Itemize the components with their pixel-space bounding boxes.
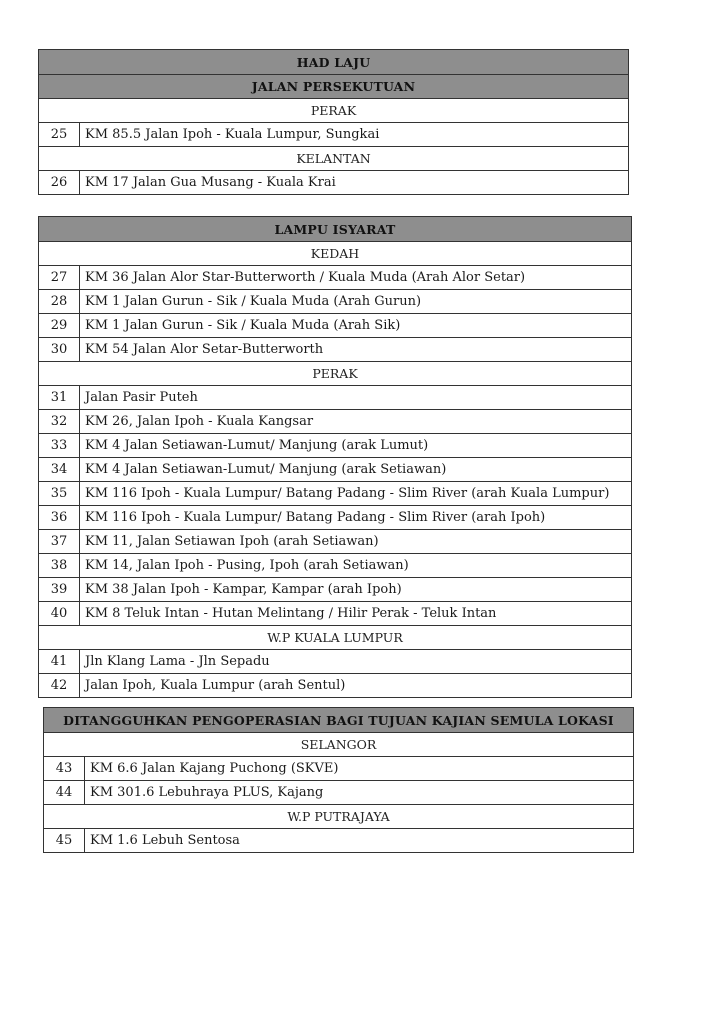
table-row [39, 673, 631, 697]
row-location: KM 11, Jalan Setiawan Ipoh (arah Setiawan) [85, 534, 379, 549]
row-number: 32 [39, 410, 80, 433]
table-row [39, 577, 631, 601]
row-location: KM 54 Jalan Alor Setar-Butterworth [85, 342, 324, 357]
row-number: 26 [39, 171, 80, 194]
row-number: 37 [39, 530, 80, 553]
row-number: 33 [39, 434, 80, 457]
table-row [39, 481, 631, 505]
region-header: W.P KUALA LUMPUR [39, 625, 631, 649]
row-location: KM 1.6 Lebuh Sentosa [90, 833, 240, 848]
row-location: KM 116 Ipoh - Kuala Lumpur/ Batang Padang - Slim River (arah Ipoh) [85, 510, 546, 525]
table-row [39, 433, 631, 457]
table-row [39, 529, 631, 553]
region-header: PERAK [39, 361, 631, 385]
row-number: 43 [44, 757, 85, 780]
table-row [39, 170, 628, 194]
row-location: Jln Klang Lama - Jln Sepadu [85, 654, 270, 669]
table-row [39, 289, 631, 313]
row-location: KM 301.6 Lebuhraya PLUS, Kajang [90, 785, 324, 800]
region-header: KEDAH [39, 241, 631, 265]
table-row [39, 601, 631, 625]
row-number: 29 [39, 314, 80, 337]
row-number: 44 [44, 781, 85, 804]
table-row [39, 505, 631, 529]
row-location: KM 1 Jalan Gurun - Sik / Kuala Muda (Arah Gurun) [85, 294, 422, 309]
row-location: KM 26, Jalan Ipoh - Kuala Kangsar [85, 414, 314, 429]
section-header: LAMPU ISYARAT [39, 217, 631, 241]
row-location: KM 8 Teluk Intan - Hutan Melintang / Hilir Perak - Teluk Intan [85, 606, 497, 621]
row-location: KM 4 Jalan Setiawan-Lumut/ Manjung (arak Setiawan) [85, 462, 447, 477]
section-header: HAD LAJU [39, 50, 628, 74]
region-header: PERAK [39, 98, 628, 122]
row-location: KM 85.5 Jalan Ipoh - Kuala Lumpur, Sungkai [85, 127, 380, 142]
row-number: 25 [39, 123, 80, 146]
row-number: 28 [39, 290, 80, 313]
row-number: 31 [39, 386, 80, 409]
row-location: KM 14, Jalan Ipoh - Pusing, Ipoh (arah Setiawan) [85, 558, 409, 573]
row-number: 36 [39, 506, 80, 529]
table-row [44, 780, 633, 804]
row-number: 45 [44, 829, 85, 852]
row-location: KM 36 Jalan Alor Star-Butterworth / Kuala Muda (Arah Alor Setar) [85, 270, 526, 285]
table-row [39, 265, 631, 289]
table-row [44, 828, 633, 852]
row-number: 40 [39, 602, 80, 625]
row-location: KM 6.6 Jalan Kajang Puchong (SKVE) [90, 761, 339, 776]
row-location: KM 4 Jalan Setiawan-Lumut/ Manjung (arak Lumut) [85, 438, 429, 453]
table-row [39, 385, 631, 409]
table-row [39, 337, 631, 361]
region-header: W.P PUTRAJAYA [44, 804, 633, 828]
row-number: 42 [39, 674, 80, 697]
table-row [39, 649, 631, 673]
table-row [39, 409, 631, 433]
table-section [43, 707, 634, 853]
row-number: 30 [39, 338, 80, 361]
row-location: KM 38 Jalan Ipoh - Kampar, Kampar (arah Ipoh) [85, 582, 402, 597]
row-number: 39 [39, 578, 80, 601]
section-header: JALAN PERSEKUTUAN [39, 74, 628, 98]
region-header: SELANGOR [44, 732, 633, 756]
table-row [39, 457, 631, 481]
row-number: 34 [39, 458, 80, 481]
row-location: Jalan Pasir Puteh [85, 390, 198, 405]
row-number: 27 [39, 266, 80, 289]
region-header: KELANTAN [39, 146, 628, 170]
row-number: 38 [39, 554, 80, 577]
table-row [39, 553, 631, 577]
table-row [39, 122, 628, 146]
row-location: KM 1 Jalan Gurun - Sik / Kuala Muda (Arah Sik) [85, 318, 401, 333]
row-location: Jalan Ipoh, Kuala Lumpur (arah Sentul) [85, 678, 346, 693]
section-header: DITANGGUHKAN PENGOPERASIAN BAGI TUJUAN KAJIAN SEMULA LOKASI [44, 708, 633, 732]
table-row [44, 756, 633, 780]
row-location: KM 116 Ipoh - Kuala Lumpur/ Batang Padang - Slim River (arah Kuala Lumpur) [85, 486, 610, 501]
table-row [39, 313, 631, 337]
row-number: 41 [39, 650, 80, 673]
table-section [38, 49, 629, 195]
table-section [38, 216, 632, 698]
row-location: KM 17 Jalan Gua Musang - Kuala Krai [85, 175, 336, 190]
row-number: 35 [39, 482, 80, 505]
